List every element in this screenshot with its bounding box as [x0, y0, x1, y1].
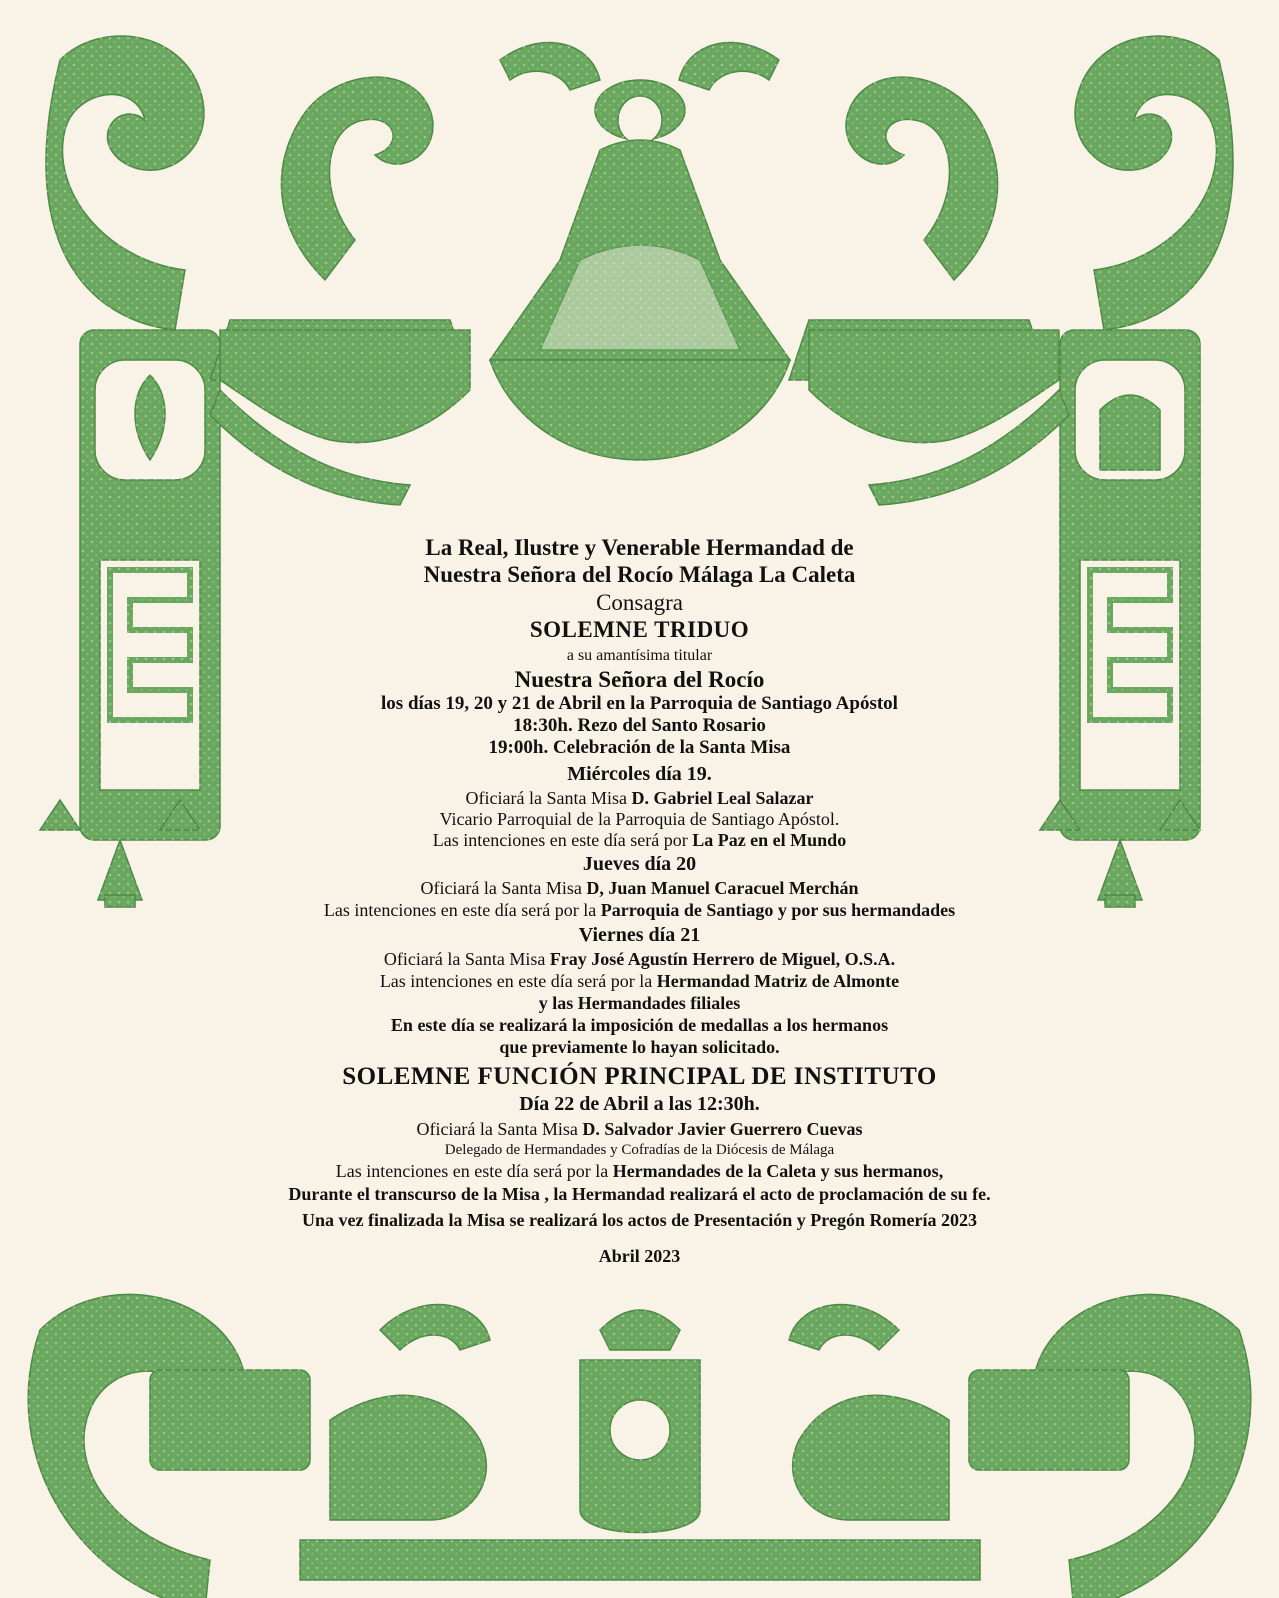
friday-medals-line2: que previamente lo hayan solicitado.	[499, 1037, 780, 1057]
triduo-title: SOLEMNE TRIDUO	[529, 617, 750, 642]
officiant-name: D. Gabriel Leal Salazar	[631, 788, 814, 808]
wednesday-title: Miércoles día 19.	[567, 763, 712, 785]
friday-title: Viernes día 21	[578, 924, 701, 946]
officiant-prefix: Oficiará la Santa Misa	[416, 1119, 583, 1139]
thursday-intention	[0, 901, 1279, 919]
intention-text: La Paz en el Mundo	[692, 830, 847, 850]
brotherhood-name-line1: La Real, Ilustre y Venerable Hermandad de	[425, 535, 854, 560]
titular-name: Nuestra Señora del Rocío	[514, 667, 765, 692]
intention-prefix: Las intenciones en este día será por la	[323, 900, 601, 920]
consagra-text: Consagra	[596, 590, 683, 615]
wednesday-role: Vicario Parroquial de la Parroquia de Santiago Apóstol.	[439, 809, 840, 829]
wednesday-officiant	[0, 789, 1279, 807]
thursday-title: Jueves día 20	[582, 853, 697, 875]
schedule-rosary: 18:30h. Rezo del Santo Rosario	[513, 715, 766, 736]
friday-intention	[0, 972, 1279, 990]
principal-function-title: SOLEMNE FUNCIÓN PRINCIPAL DE INSTITUTO	[342, 1063, 937, 1090]
thursday-officiant	[0, 879, 1279, 897]
officiant-prefix: Oficiará la Santa Misa	[465, 788, 632, 808]
officiant-name: Fray José Agustín Herrero de Miguel, O.S.A.	[549, 949, 896, 969]
friday-intention-line2: y las Hermandades filiales	[538, 993, 741, 1013]
principal-presentation: Una vez finalizada la Misa se realizará los actos de Presentación y Pregón Romería 2023	[302, 1210, 977, 1230]
principal-date: Día 22 de Abril a las 12:30h.	[519, 1093, 760, 1115]
wednesday-intention	[0, 831, 1279, 849]
intention-prefix: Las intenciones en este día será por la	[379, 971, 657, 991]
intention-prefix: Las intenciones en este día será por	[432, 830, 693, 850]
principal-officiant	[0, 1120, 1279, 1138]
footer-date: Abril 2023	[598, 1246, 681, 1266]
titular-intro: a su amantísima titular	[566, 647, 713, 664]
schedule-mass: 19:00h. Celebración de la Santa Misa	[488, 737, 791, 758]
officiant-prefix: Oficiará la Santa Misa	[420, 878, 587, 898]
schedule-days: los días 19, 20 y 21 de Abril en la Parroquia de Santiago Apóstol	[381, 693, 898, 714]
intention-text: Hermandad Matriz de Almonte	[656, 971, 900, 991]
friday-medals-line1: En este día se realizará la imposición de medallas a los hermanos	[390, 1015, 889, 1035]
brotherhood-name-line2: Nuestra Señora del Rocío Málaga La Caleta	[423, 562, 856, 587]
officiant-name: D, Juan Manuel Caracuel Merchán	[586, 878, 859, 898]
intention-text: Hermandades de la Caleta y sus hermanos,	[612, 1161, 944, 1181]
principal-role: Delegado de Hermandades y Cofradías de la Diócesis de Málaga	[444, 1142, 835, 1158]
intention-text: Parroquia de Santiago y por sus hermandades	[600, 900, 956, 920]
principal-intention	[0, 1162, 1279, 1180]
officiant-name: D. Salvador Javier Guerrero Cuevas	[582, 1119, 863, 1139]
friday-officiant	[0, 950, 1279, 968]
principal-proclamation: Durante el transcurso de la Misa , la Hermandad realizará el acto de proclamación de su fe.	[288, 1184, 991, 1204]
officiant-prefix: Oficiará la Santa Misa	[383, 949, 550, 969]
intention-prefix: Las intenciones en este día será por la	[335, 1161, 613, 1181]
